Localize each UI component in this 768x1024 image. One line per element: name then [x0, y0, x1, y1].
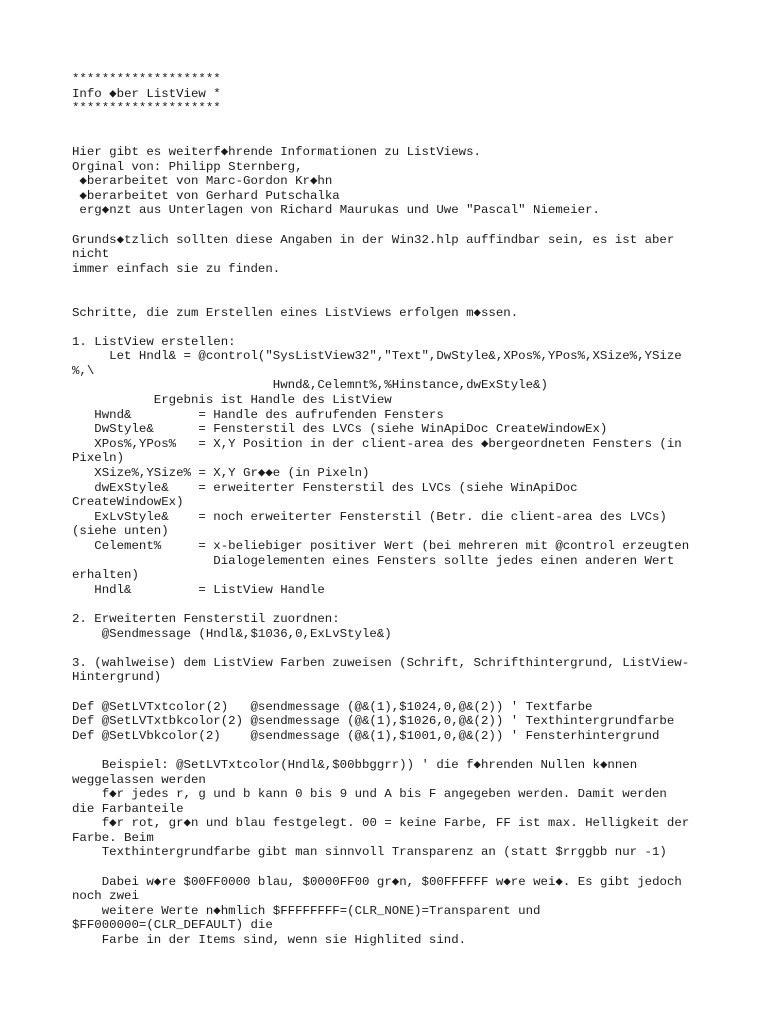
text-line: Farbe. Beim — [72, 830, 154, 845]
text-line: Farbe in der Items sind, wenn sie Highlited sind. — [72, 933, 467, 948]
text-line: $FF000000=(CLR_DEFAULT) die — [72, 918, 273, 933]
document-text — [72, 72, 712, 948]
text-line — [72, 218, 712, 233]
text-line: Let Hndl& = @control("SysListView32","Text",DwStyle&,XPos%,YPos%,XSize%,YSize — [72, 349, 682, 364]
text-line — [72, 276, 712, 291]
text-line: f◆r jedes r, g und b kann 0 bis 9 und A bis F angegeben werden. Damit werden — [72, 787, 667, 802]
text-line: Hwnd& = Handle des aufrufenden Fensters — [72, 407, 444, 422]
text-line: Dabei w◆re $00FF0000 blau, $0000FF00 gr◆n, $00FFFFFF w◆re wei◆. Es gibt jedoch — [72, 874, 682, 889]
text-line: Hier gibt es weiterf◆hrende Informationen zu ListViews. — [72, 144, 481, 159]
text-line — [72, 320, 712, 335]
text-line: Info ◆ber ListView * — [72, 86, 221, 101]
text-line — [72, 685, 712, 700]
text-line: (siehe unten) — [72, 524, 169, 539]
text-line — [72, 116, 712, 131]
text-line: 1. ListView erstellen: — [72, 334, 236, 349]
text-line: nicht — [72, 247, 110, 262]
text-line — [72, 130, 712, 145]
text-line — [72, 743, 712, 758]
text-line: XPos%,YPos% = X,Y Position in der client-area des ◆bergeordneten Fensters (in — [72, 436, 682, 451]
text-line: ******************** — [72, 101, 221, 116]
text-line: 2. Erweiterten Fensterstil zuordnen: — [72, 611, 340, 626]
text-line: erhalten) — [72, 568, 139, 583]
text-line: ◆berarbeitet von Gerhard Putschalka — [72, 188, 340, 203]
text-line: ExLvStyle& = noch erweiterter Fensterstil (Betr. die client-area des LVCs) — [72, 509, 667, 524]
text-line: Ergebnis ist Handle des ListView — [72, 393, 392, 408]
text-line: Def @SetLVTxtbkcolor(2) @sendmessage (@&(1),$1026,0,@&(2)) ' Texthintergrundfarbe — [72, 714, 675, 729]
text-line — [72, 597, 712, 612]
text-line: XSize%,YSize% = X,Y Gr◆◆e (in Pixeln) — [72, 466, 370, 481]
text-line: DwStyle& = Fensterstil des LVCs (siehe WinApiDoc CreateWindowEx) — [72, 422, 608, 437]
text-line: Def @SetLVTxtcolor(2) @sendmessage (@&(1),$1024,0,@&(2)) ' Textfarbe — [72, 699, 593, 714]
text-line: noch zwei — [72, 889, 139, 904]
text-line: dwExStyle& = erweiterter Fensterstil des LVCs (siehe WinApiDoc — [72, 480, 578, 495]
text-line: Def @SetLVbkcolor(2) @sendmessage (@&(1),$1001,0,@&(2)) ' Fensterhintergrund — [72, 728, 660, 743]
text-line: die Farbanteile — [72, 801, 184, 816]
text-line — [72, 641, 712, 656]
text-line: ◆berarbeitet von Marc-Gordon Kr◆hn — [72, 174, 333, 189]
text-line: Beispiel: @SetLVTxtcolor(Hndl&,$00bbggrr)) ' die f◆hrenden Nullen k◆nnen — [72, 757, 638, 772]
text-line: Grunds◆tzlich sollten diese Angaben in der Win32.hlp auffindbar sein, es ist aber — [72, 232, 675, 247]
text-line: CreateWindowEx) — [72, 495, 184, 510]
text-line: weggelassen werden — [72, 772, 206, 787]
text-line: Hwnd&,Celemnt%,%Hinstance,dwExStyle&) — [72, 378, 548, 393]
text-line: Texthintergrundfarbe gibt man sinnvoll Transparenz an (statt $rrggbb nur -1) — [72, 845, 667, 860]
text-line: weitere Werte n◆hmlich $FFFFFFFF=(CLR_NONE)=Transparent und — [72, 903, 541, 918]
text-line: Dialogelementen eines Fensters sollte jedes einen anderen Wert — [72, 553, 675, 568]
text-line: erg◆nzt aus Unterlagen von Richard Maurukas und Uwe "Pascal" Niemeier. — [72, 203, 600, 218]
text-line: Pixeln) — [72, 451, 125, 466]
text-line: Celement% = x-beliebiger positiver Wert (bei mehreren mit @control erzeugten — [72, 539, 690, 553]
text-line: Orginal von: Philipp Sternberg, — [72, 159, 303, 174]
text-line: ******************** — [72, 72, 221, 86]
text-line: Hintergrund) — [72, 670, 162, 685]
text-line: Hndl& = ListView Handle — [72, 582, 325, 597]
text-line: Schritte, die zum Erstellen eines ListViews erfolgen m◆ssen. — [72, 305, 519, 320]
text-line: %,\ — [72, 363, 95, 378]
text-line: @Sendmessage (Hndl&,$1036,0,ExLvStyle&) — [72, 626, 392, 641]
text-line — [72, 291, 712, 306]
text-line: f◆r rot, gr◆n und blau festgelegt. 00 = keine Farbe, FF ist max. Helligkeit der — [72, 816, 690, 831]
text-line: 3. (wahlweise) dem ListView Farben zuweisen (Schrift, Schrifthintergrund, ListView- — [72, 655, 690, 670]
text-line — [72, 860, 712, 875]
text-line: immer einfach sie zu finden. — [72, 261, 281, 276]
